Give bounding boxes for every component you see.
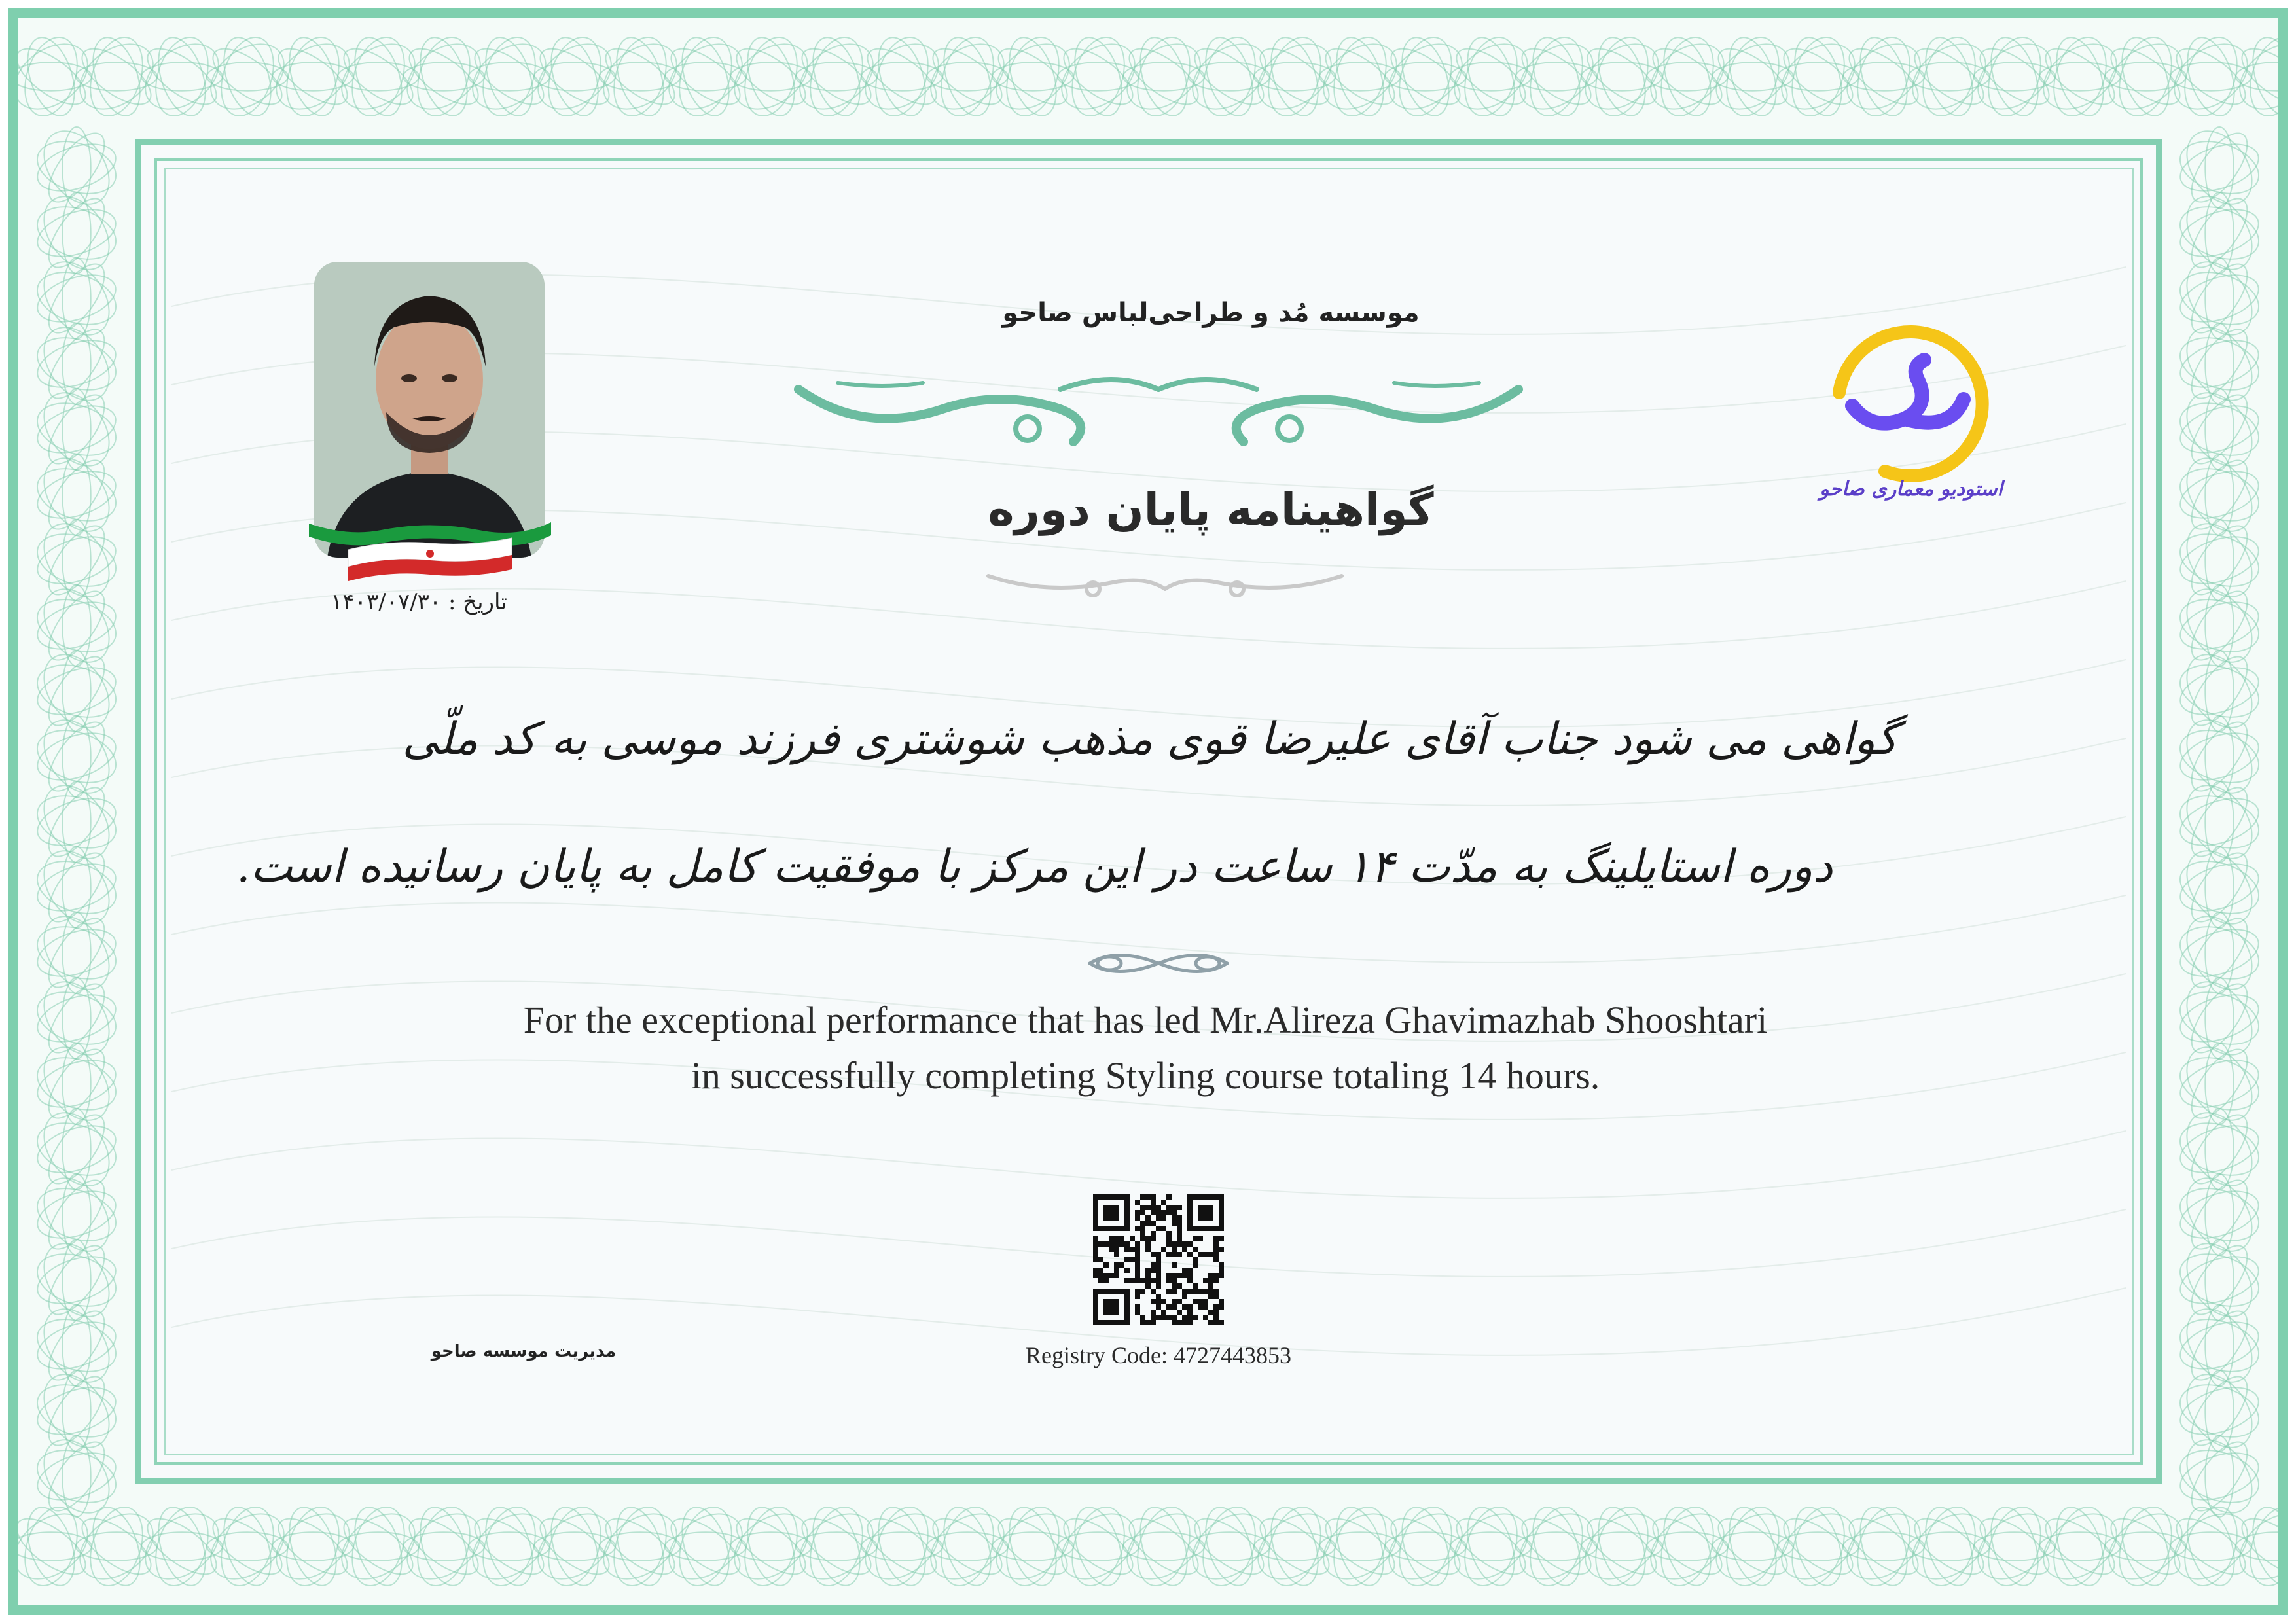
iran-flag-icon — [309, 504, 551, 582]
ornament-divider-small-icon — [982, 563, 1348, 602]
signature-label: مدیریت موسسه صاحو — [431, 1342, 617, 1361]
institute-name: موسسه مُد و طراحی‌لباس صاحو — [1002, 298, 1420, 328]
certificate-title: گواهینامه پایان دوره — [988, 484, 1434, 536]
ornament-divider-icon — [785, 363, 1532, 448]
registry-code: Registry Code: 4727443853 — [1026, 1342, 1291, 1368]
persian-text-line-1: گواهی می شود جناب آقای علیرضا قوی مذهب شوشتری فرزند موسی به کد ملّی — [402, 713, 1898, 765]
english-text-line-2: in successfully completing Styling course totaling 14 hours. — [691, 1054, 1600, 1097]
logo-icon — [1813, 308, 2009, 504]
logo-caption: استودیو معماری صاحو — [1820, 478, 2003, 501]
qr-code-icon[interactable] — [1093, 1194, 1224, 1325]
ornament-divider-mid-icon — [1083, 944, 1234, 983]
persian-text-line-2: دوره استایلینگ به مدّت ۱۴ ساعت در این مرکز با موفقیت کامل به پایان رسانیده است. — [236, 841, 1833, 893]
english-text-line-1: For the exceptional performance that has led Mr.Alireza Ghavimazhab Shooshtari — [523, 999, 1768, 1041]
issue-date: تاریخ : ۱۴۰۳/۰۷/۳۰ — [331, 589, 507, 615]
